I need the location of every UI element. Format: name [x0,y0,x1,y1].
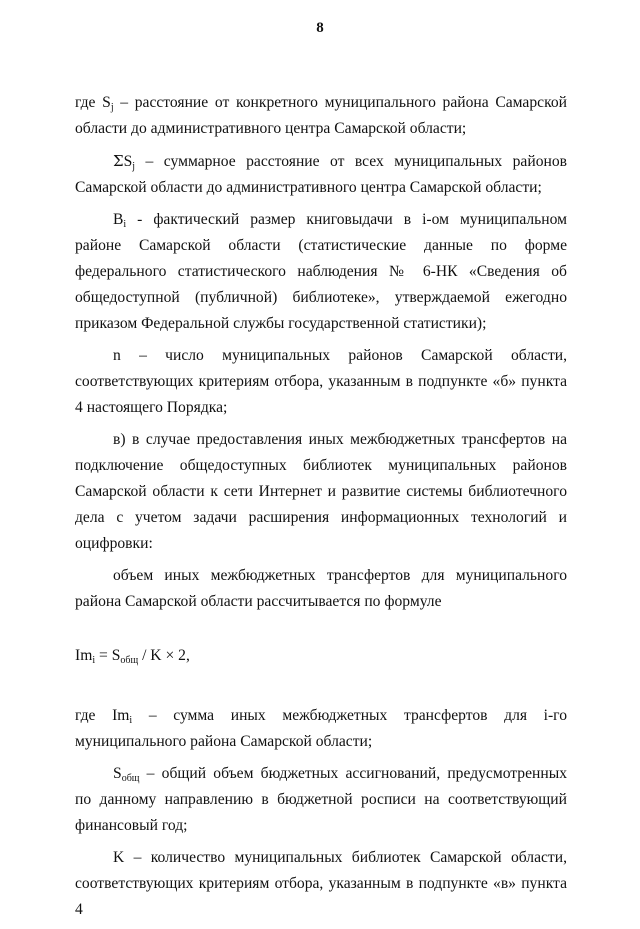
subscript: j [132,161,136,172]
text-lead: S [123,153,133,170]
paragraph-k-definition: K – количество муниципальных библиотек Самарской области, соответствующих критериям отбора, указанным в подпункте «в» пункта 4 [75,849,567,918]
page-number: 8 [316,20,324,36]
text-lead: B [113,211,124,228]
formula [75,643,567,669]
text-lead: где S [75,94,111,111]
paragraph-imi-definition [75,703,567,755]
subscript: i [129,715,133,726]
paragraph-subitem-v: в) в случае предоставления иных межбюджетных трансфертов на подключение общедоступных библиотек муниципальных районов Самарской области к сети Интернет и развитие системы библиотечного дела с учетом задачи расширения информационных технологий и оцифровки: [75,431,567,552]
paragraph-sobsh-definition [75,761,567,839]
text-body: – расстояние от конкретного муниципального района Самарской области до административного центра Самарской области; [75,94,567,137]
text-lead: S [113,765,122,782]
paragraph-bi-definition [75,207,567,337]
subscript: j [110,102,114,113]
text-body: – общий объем бюджетных ассигнований, предусмотренных по данному направлению в бюджетной росписи на соответствующий финансовый год; [75,765,567,834]
paragraph-formula-intro: объем иных межбюджетных трансфертов для муниципального района Самарской области рассчитывается по формуле [75,567,567,610]
formula-rest: / K × 2, [138,647,190,664]
formula-lhs-subscript: i [92,655,96,666]
sigma-symbol: Σ [113,152,124,170]
text-body: - фактический размер книговыдачи в i-ом муниципальном районе Самарской области (статистические данные по форме федерального статистического наблюдения № 6-НК «Сведения об общедоступной (публичной) библиотеке», утверждаемой ежегодно приказом Федеральной службы государственной статистики); [75,211,567,332]
subscript: общ [121,773,140,784]
subscript: i [123,219,127,230]
paragraph-sum-sj-definition [75,148,567,201]
paragraph-sj-definition [75,90,567,142]
text-lead: где Im [75,707,130,724]
text-body: – сумма иных межбюджетных трансфертов для i-го муниципального района Самарской области; [75,707,567,750]
formula-eq: = S [95,647,121,664]
formula-lhs: Im [75,647,93,664]
document-body [75,90,567,929]
formula-s-subscript: общ [120,655,139,666]
text-body: – суммарное расстояние от всех муниципальных районов Самарской области до административного центра Самарской области; [75,153,567,196]
paragraph-n-definition: n – число муниципальных районов Самарской области, соответствующих критериям отбора, указанным в подпункте «б» пункта 4 настоящего Порядка; [75,347,567,416]
